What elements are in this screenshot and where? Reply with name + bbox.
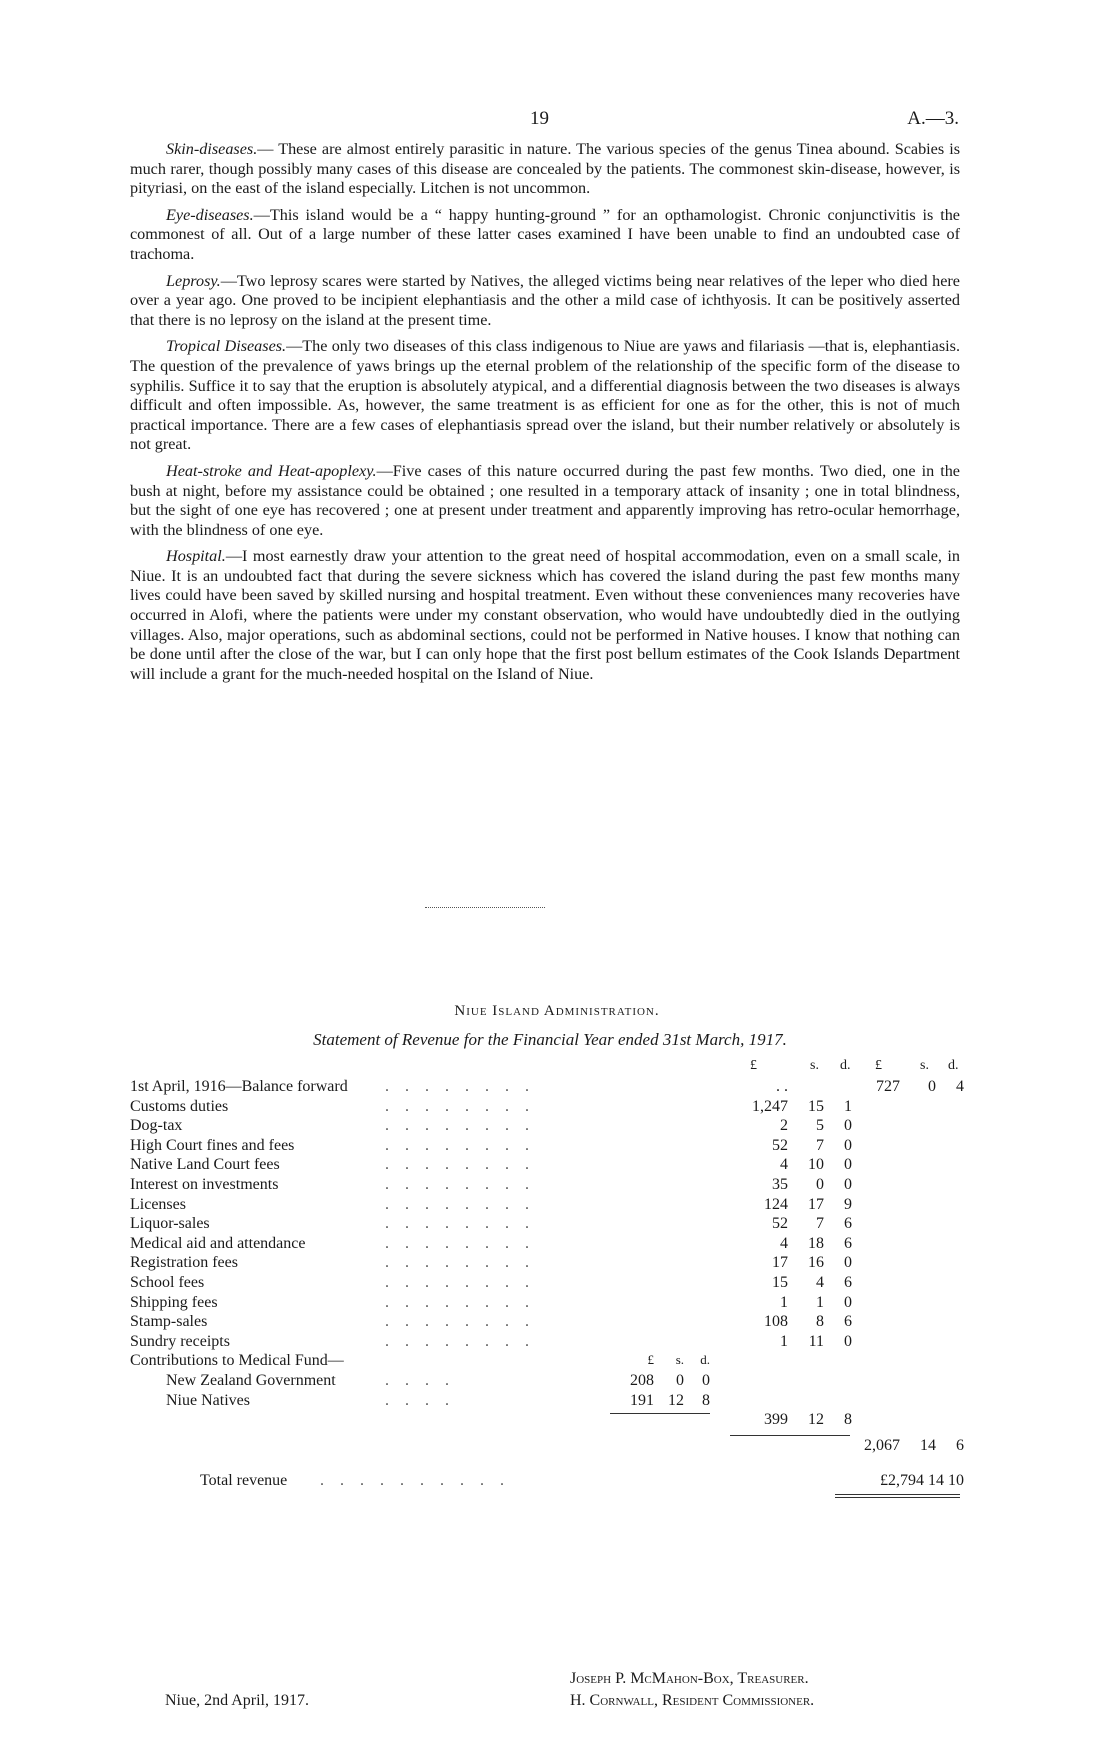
amount-pence: 6	[844, 1274, 852, 1291]
paragraph-heat-stroke	[130, 462, 960, 540]
amount-shillings: 7	[816, 1136, 824, 1154]
amount-pounds: 2,067	[864, 1436, 900, 1454]
paragraph-text: —The only two diseases of this class indigenous to Niue are yaws and filariasis —that is, elephantiasis. The question of the prevalence of yaws brings up the eternal problem of the relationship of the specific form of the disease to syphilis. Suffice it to say that the eruption is absolutely atypical, and a differential diagnosis between the two diseases is always difficult and often impossible. As, however, the same treatment is as efficient for one as for the other, this is not of much practical importance. There are a few cases of elephantiasis spread over the island, but their number relatively or absolutely is not great.	[130, 337, 960, 454]
statement-row	[130, 1098, 960, 1118]
amount-pounds: 2	[780, 1117, 788, 1135]
row-label: Native Land Court fees	[130, 1156, 280, 1174]
amount-pence: 9	[844, 1195, 852, 1213]
header-pence-b: d.	[948, 1058, 959, 1073]
leader-dots: . . . . . . . .	[385, 1136, 535, 1154]
paragraph-text: —I most earnestly draw your attention to the great need of hospital accommodation, even on a small scale, in Niue. It is an undoubted fact that during the severe sickness which has covered the island during the past few months many lives could have been saved by skilled nursing and hospital treatment. Even without these conveniences many recoveries have occurred in Alofi, where the patients were under my constant observation, who would have undoubtedly died in the outlying villages. Also, major operations, such as abdominal sections, could not be performed in Native houses. I know that nothing can be done until after the close of the war, but I can only hope that the first post bellum estimates of the Cook Islands Department will include a grant for the much-needed hospital on the Island of Niue.	[130, 547, 960, 683]
amount-shillings: 17	[808, 1195, 824, 1213]
amount-shillings: 7	[816, 1215, 824, 1233]
paragraph-eye-diseases	[130, 206, 960, 265]
paragraph-text: —Two leprosy scares were started by Natives, the alleged victims being near relatives of the leper who died here over a year ago. One proved to be incipient elephantiasis and the other a mild case of ichthyosis. It can be positively asserted that there is no leprosy on the island at the present time.	[130, 271, 960, 329]
amount-pounds: 399	[764, 1411, 788, 1429]
statement-row	[130, 1196, 960, 1216]
statement-row	[130, 1294, 960, 1314]
row-label: 1st April, 1916—Balance forward	[130, 1078, 348, 1095]
sub-header-pounds: £	[647, 1352, 654, 1368]
total-label: Total revenue	[200, 1472, 288, 1490]
amount-shillings: 0	[676, 1372, 684, 1389]
leader-dots: . . . . . . . . . .	[320, 1472, 510, 1490]
paragraph-text: —Five cases of this nature occurred during the past few months. Two died, one in the bush at night, before my assistance could be obtained ; one resulted in a temporary attack of insanity ; one in total blindness, but the sight of one eye has recovered ; one at present under treatment and apparently improving has retro-ocular hemorrhage, with the blindness of one eye.	[130, 461, 960, 539]
amount-pounds: 1,247	[752, 1097, 788, 1115]
leader-dots: . . . . . . . .	[385, 1195, 535, 1213]
paragraph-heading: Skin-diseases.	[166, 140, 258, 158]
amount-shillings: 16	[808, 1254, 824, 1272]
amount-shillings: 5	[816, 1117, 824, 1135]
leader-dots: . . . . . . . .	[385, 1254, 535, 1272]
paragraph-leprosy	[130, 272, 960, 331]
amount-shillings: 11	[808, 1332, 824, 1350]
leader-dots: . . . . . . . .	[385, 1117, 535, 1135]
row-label: New Zealand Government	[166, 1372, 336, 1389]
amount-pence: 0	[844, 1293, 852, 1311]
leader-dots: . . . . . . . .	[385, 1293, 535, 1311]
statement-row	[130, 1235, 960, 1255]
header-pounds-b: £	[875, 1058, 882, 1073]
place-date: Niue, 2nd April, 1917.	[165, 1692, 309, 1709]
header-pounds-a: £	[750, 1058, 757, 1073]
amount-pounds: 35	[772, 1176, 788, 1193]
total-value: £2,794 14 10	[880, 1472, 964, 1490]
row-label: Registration fees	[130, 1254, 238, 1272]
amount-pence: 0	[844, 1117, 852, 1135]
amount-pence: 6	[844, 1313, 852, 1331]
leader-dots: . . . . . . . .	[385, 1176, 535, 1193]
amount-pounds: 727	[876, 1078, 900, 1095]
sub-header-pence: d.	[700, 1352, 710, 1368]
amount-pence: 8	[702, 1391, 710, 1409]
amount-pence: 0	[844, 1332, 852, 1350]
statement-row	[130, 1117, 960, 1137]
paragraph-tropical-diseases	[130, 337, 960, 455]
section-divider	[425, 907, 545, 908]
medical-fund-subtotal	[130, 1411, 960, 1431]
row-label: Niue Natives	[166, 1391, 250, 1409]
document-reference: A.—3.	[907, 108, 959, 129]
leader-dots: . . . . . . . .	[385, 1313, 535, 1331]
amount-shillings: 18	[808, 1234, 824, 1252]
paragraph-heading: Eye-diseases.	[166, 205, 254, 224]
page-number: 19	[530, 108, 549, 129]
statement-row	[130, 1215, 960, 1235]
amount-pence: 6	[844, 1234, 852, 1252]
amount-pounds: 4	[780, 1156, 788, 1174]
paragraph-heading: Hospital.	[166, 547, 226, 566]
row-label: Shipping fees	[130, 1293, 218, 1311]
leader-dots: . . . . . . . .	[385, 1156, 535, 1174]
leader-dots: . . . . . . . .	[385, 1332, 535, 1350]
amount-pence: 0	[844, 1176, 852, 1193]
amount-pounds: 124	[764, 1195, 788, 1213]
amount-shillings: 12	[668, 1391, 684, 1409]
statement-row	[130, 1313, 960, 1333]
treasurer-signature: Joseph P. McMahon-Box, Treasurer.	[570, 1670, 809, 1687]
header-pence-a: d.	[840, 1058, 851, 1073]
statement-row	[130, 1137, 960, 1157]
medical-fund-row	[130, 1392, 960, 1412]
leader-dots: . . . . . . . .	[385, 1215, 535, 1233]
row-label: Dog-tax	[130, 1117, 183, 1135]
sub-header-shillings: s.	[675, 1352, 684, 1368]
amount-pence: 4	[956, 1078, 964, 1095]
amount-pounds: 15	[772, 1274, 788, 1291]
amount-pounds: 1	[780, 1293, 788, 1311]
amount-pence: 1	[844, 1097, 852, 1115]
paragraph-heading: Leprosy.	[166, 271, 221, 290]
leader-dots: . . . . . . . .	[385, 1097, 535, 1115]
amount-pence: 6	[844, 1215, 852, 1233]
page-header	[0, 108, 1114, 138]
row-label: Licenses	[130, 1195, 186, 1213]
medical-fund-heading	[130, 1352, 960, 1372]
header-shillings-b: s.	[920, 1058, 929, 1073]
amount-pounds: 208	[630, 1372, 654, 1389]
paragraph-text: —This island would be a “ happy hunting-ground ” for an opthamologist. Chronic conjunctivitis is the commonest of all. Out of a large number of these latter cases examined I have been unable to find an undoubted case of trachoma.	[130, 205, 960, 263]
amount-shillings: 0	[928, 1078, 936, 1095]
amount-shillings: 0	[816, 1176, 824, 1193]
amount-shillings: 1	[816, 1293, 824, 1311]
paragraph-skin-diseases	[130, 140, 960, 199]
statement-row	[130, 1078, 964, 1098]
amount-pence: 8	[844, 1411, 852, 1429]
amount-shillings: 4	[816, 1274, 824, 1291]
amount-pence: 6	[956, 1436, 964, 1454]
amount-pounds: 17	[772, 1254, 788, 1272]
amount-pence: 0	[702, 1372, 710, 1389]
row-label: Medical aid and attendance	[130, 1234, 306, 1252]
amount-pence: 0	[844, 1136, 852, 1154]
amount-shillings: 10	[808, 1156, 824, 1174]
amount-pence: 0	[844, 1254, 852, 1272]
row-label: Contributions to Medical Fund—	[130, 1352, 344, 1370]
leader-dots: . . . .	[385, 1391, 455, 1409]
total-revenue-row	[130, 1472, 964, 1492]
row-label: Interest on investments	[130, 1176, 279, 1193]
medical-fund-row	[130, 1372, 960, 1392]
row-label: Customs duties	[130, 1097, 229, 1115]
report-body	[130, 140, 960, 691]
amount-pounds: 191	[630, 1391, 654, 1409]
row-empty-marker: . .	[776, 1078, 788, 1095]
statement-row	[130, 1254, 960, 1274]
amount-shillings: 12	[808, 1411, 824, 1429]
amount-shillings: 14	[920, 1436, 936, 1454]
row-label: School fees	[130, 1274, 205, 1291]
row-label: Stamp-sales	[130, 1313, 208, 1331]
paragraph-text: — These are almost entirely parasitic in nature. The various species of the genus Tinea abound. Scabies is much rarer, though possibly many cases of this disease are concealed by the patients. The commonest skin-disease, however, is pityriasi, on the east of the island especially. Litchen is not uncommon.	[130, 140, 960, 198]
header-shillings-a: s.	[810, 1058, 819, 1073]
commissioner-signature: H. Cornwall, Resident Commissioner.	[570, 1692, 815, 1709]
leader-dots: . . . . . . . .	[385, 1234, 535, 1252]
paragraph-heading: Heat-stroke and Heat-apoplexy.	[166, 461, 377, 480]
amount-pounds: 4	[780, 1234, 788, 1252]
row-label: Sundry receipts	[130, 1332, 230, 1350]
amount-pounds: 1	[780, 1332, 788, 1350]
paragraph-hospital	[130, 547, 960, 684]
amount-pounds: 52	[772, 1215, 788, 1233]
leader-dots: . . . . . . . .	[385, 1274, 535, 1291]
statement-title: Statement of Revenue for the Financial Year ended 31st March, 1917.	[313, 1030, 787, 1049]
statement-row	[130, 1274, 960, 1294]
amount-pence: 0	[844, 1156, 852, 1174]
column-total-rule	[730, 1435, 850, 1436]
amount-pounds: 52	[772, 1136, 788, 1154]
admin-title: Niue Island Administration.	[454, 1003, 660, 1019]
leader-dots: . . . .	[385, 1372, 455, 1389]
row-label: High Court fines and fees	[130, 1136, 295, 1154]
statement-row	[130, 1176, 960, 1196]
column-total-row	[130, 1436, 964, 1457]
statement-row	[130, 1333, 960, 1353]
total-double-rule-1	[835, 1494, 960, 1495]
leader-dots: . . . . . . . .	[385, 1078, 535, 1095]
amount-pounds: 108	[764, 1313, 788, 1331]
column-headers	[130, 1058, 960, 1076]
paragraph-heading: Tropical Diseases.	[166, 337, 287, 356]
row-label: Liquor-sales	[130, 1215, 210, 1233]
amount-shillings: 8	[816, 1313, 824, 1331]
statement-row	[130, 1156, 960, 1176]
amount-shillings: 15	[808, 1097, 824, 1115]
total-double-rule-2	[835, 1497, 960, 1498]
